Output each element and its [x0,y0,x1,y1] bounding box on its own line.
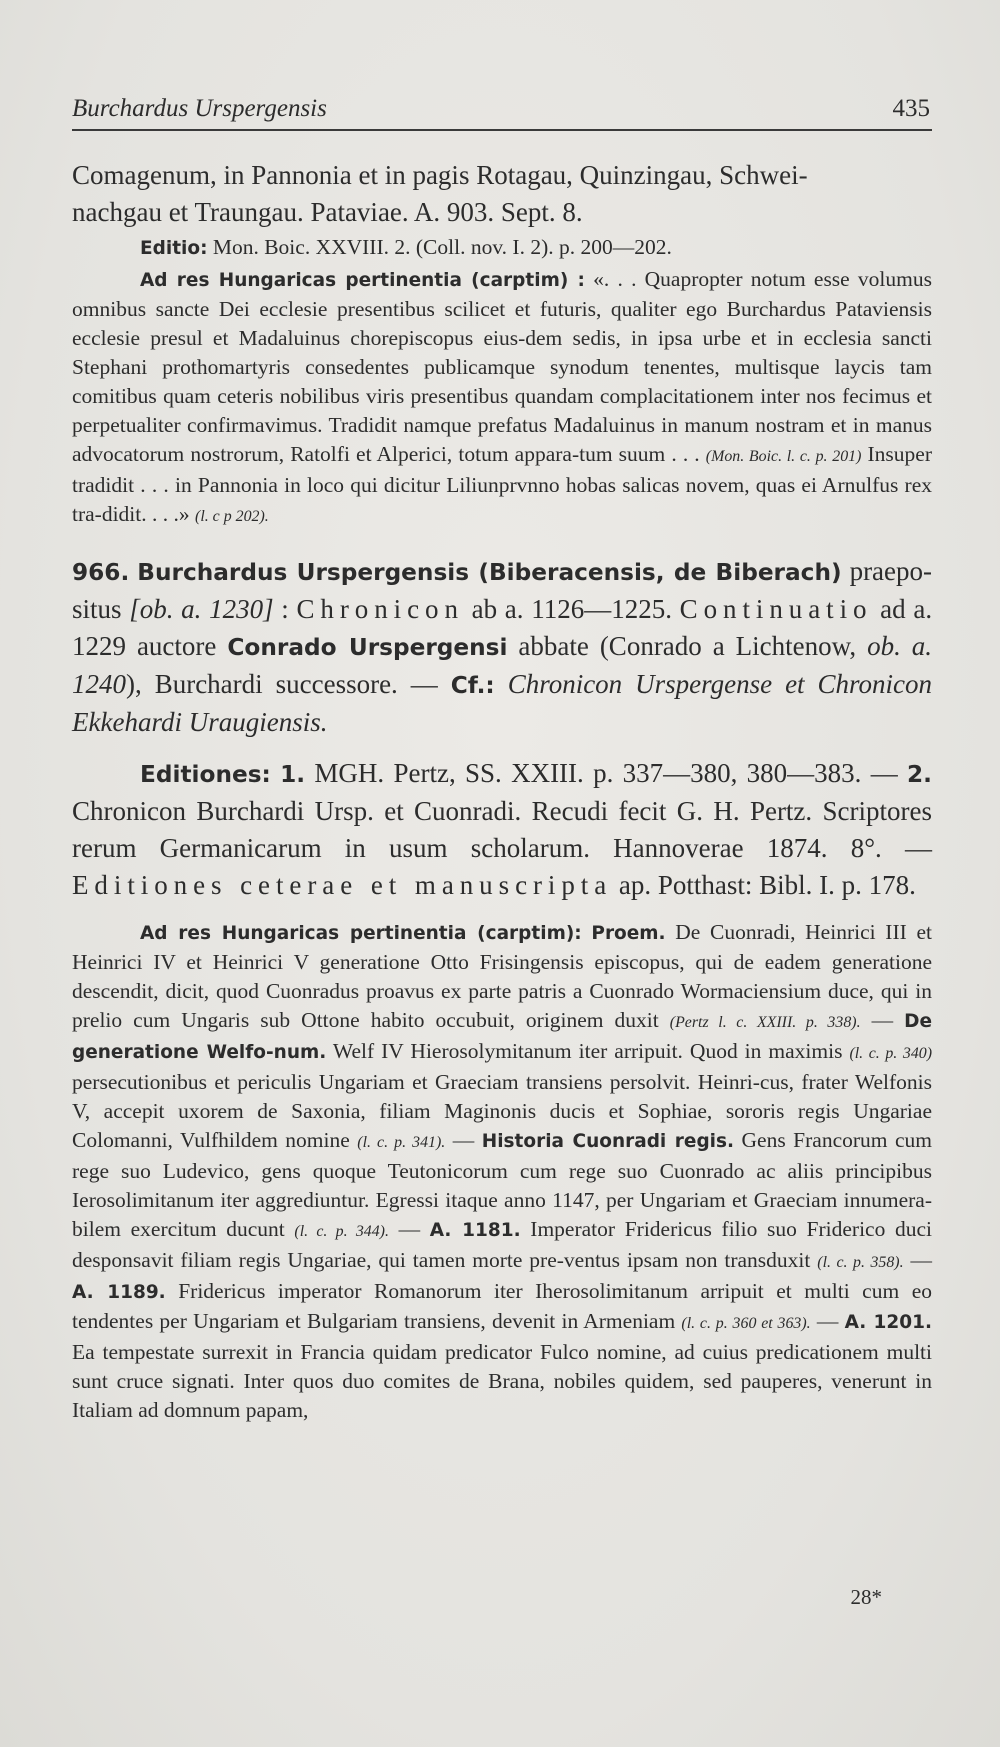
section-1-text-b: Insuper tradidit . . . in Pannonia in loco qui dicitur Liliunprvnno hobas salicas novem, quas ei Arnulfus rex tra-didit. . . .» [72,442,932,526]
section-2-dash-1: — [871,1008,894,1032]
entry-number: 966. [72,559,130,586]
editio-line [72,231,932,265]
entry-obit-2: ob. a. 1240 [72,631,933,699]
entry-text-3: ad a. 1229 auctore [72,594,933,661]
entry-text-4: abbate (Conrado a Lichtenow, [518,631,857,661]
section-1-text-a: «. . . Quapropter notum esse volumus omnibus sancte Dei ecclesie presentibus scilicet et futuris, qualiter ego Burchardus Pataviensis ecclesie presul et Madaluinus chorepiscopus eius-dem sedis, in ipsa urbe et in ecclesia sancti Stephani prothomartyris consedentes publicamque synodum tenentes, multisque laycis tam comitibus quam ceteris nobilibus viris presentibus quandam complacitationem inter nos fecimus et perpetualiter confirmavimus. Tradidit namque prefatus Madaluinus in manum nostram et in manus advocatorum nostrorum, Ratolfi et Alperici, totum appara-tum suum . . . [72,267,932,466]
entry-colon: : [281,594,289,624]
section-2-heading-1201: A. 1201. [844,1312,933,1333]
section-2-paragraph [72,918,932,1425]
section-1-paragraph [72,265,932,531]
entry-obit-1: [ob. a. 1230] [129,594,274,624]
section-2-cite-6: (l. c. p. 360 et 363). [681,1315,811,1332]
section-2-text-7: Ea tempestate surrexit in Francia quidam predicator Fulco nomine, ad cuius predicationem multi sunt cruce signati. Inter quos duo comites de Brana, nobiles quidem, sed pauperes, venerunt in Italiam ad domnum papam, [72,1340,932,1422]
opening-line-2: nachgau et Traungau. Pataviae. A. 903. Sept. 8. [72,197,583,227]
page-number: 435 [892,95,930,122]
editiones-spaced: Editiones ceterae et manuscripta [72,870,613,900]
section-2-proem: Proem. [591,923,666,944]
section-2-heading-1181: A. 1181. [429,1220,521,1241]
editio-label: Editio: [140,238,208,259]
section-1-cite-a: (Mon. Boic. l. c. p. 201) [705,448,862,465]
section-2-text-3: persecutionibus et periculis Ungariam et Graeciam transiens persolvit. Heinri-cus, frater Welfonis V, accepit uxorem de Saxonia, filiam Maginonis ducis et Sophiae, sororis regis Ungariae Colomanni, Vulfhildem nomine [72,1070,932,1152]
section-2-cite-5: (l. c. p. 358). [817,1254,904,1271]
editiones-n2: 2. [907,761,933,788]
section-2-heading-historia: Historia Cuonradi regis. [481,1131,735,1152]
entry-chronicon: Chronicon [296,594,464,624]
editiones-text-1: MGH. Pertz, SS. XXIII. p. 337—380, 380—383. — [314,758,898,788]
section-2-cite-2: (l. c. p. 340) [849,1045,933,1062]
opening-line-1: Comagenum, in Pannonia et in pagis Rotagau, Quinzingau, Schwei- [72,160,808,190]
section-1-cite-b: (l. c p 202). [195,508,269,525]
section-2-cite-1: (Pertz l. c. XXIII. p. 338). [669,1014,861,1031]
section-2-dash-3: — [398,1217,421,1241]
entry-name: Burchardus Urspergensis (Biberacensis, de Biberach) [137,559,842,586]
section-2-dash-2: — [452,1128,475,1152]
page-body [72,157,932,1425]
editiones-paragraph [72,755,932,904]
running-head [72,95,932,131]
section-2-text-4: Gens Francorum cum rege suo Ludevico, gens quoque Teutonicorum cum rege suo Cuonrado ac aliis principibus Ierosolimitanum iter aggrediuntur. Egressi itaque anno 1147, per Ungariam et Graeciam innumera-bilem exercitum ducunt [72,1128,932,1241]
opening-paragraph [72,157,932,231]
section-2-label: Ad res Hungaricas pertinentia (carptim): [140,923,582,944]
editio-text: Mon. Boic. XXVIII. 2. (Coll. nov. I. 2). p. 200—202. [212,235,672,259]
entry-continuatio: Continuatio [679,594,873,624]
section-2-dash-4: — [910,1248,932,1272]
section-2-cite-4: (l. c. p. 344). [294,1223,389,1240]
editiones-n1: 1. [280,761,306,788]
entry-text-5: ), Burchardi successore. — [126,669,438,699]
section-2-text-6: Fridericus imperator Romanorum iter Iherosolimitanum arripuit et multi cum eo tendentes per Ungariam et Bulgariam transiens, devenit in Armeniam [72,1279,932,1333]
signature-mark: 28* [850,1585,882,1609]
section-2-heading-welfonum: De generatione Welfo-num. [72,1011,933,1063]
entry-cf-label: Cf.: [450,672,495,699]
section-2-cite-3: (l. c. p. 341). [357,1134,446,1151]
entry-text-1: praepo-situs [72,556,933,624]
section-2-text-1: De Cuonradi, Heinrici III et Heinrici IV et Heinrici V generatione Otto Frisingensis episcopus, qui de eadem generatione descendit, dicit, quod Cuonradus proavus ex parte patris a Cuonrado Wormaciensium duce, qui in prelio cum Ungaris sub Ottone habito occubuit, originem duxit [72,920,932,1032]
editiones-label: Editiones: [140,761,271,788]
section-1-label: Ad res Hungaricas pertinentia (carptim) : [140,270,585,291]
entry-conrado: Conrado Urspergensi [227,634,508,661]
editiones-text-3: ap. Potthast: Bibl. I. p. 178. [618,870,916,900]
section-2-text-2: Welf IV Hierosolymitanum iter arripuit. Quod in maximis [332,1039,843,1063]
running-title: Burchardus Urspergensis [72,95,327,122]
section-2-text-5: Imperator Fridericus filio suo Friderico duci desponsavit filiam regis Ungariae, qui tamen morte pre-ventus ipsam non transduxit [72,1217,933,1272]
editiones-text-2: Chronicon Burchardi Ursp. et Cuonradi. Recudi fecit G. H. Pertz. Scriptores rerum Germanicarum in usum scholarum. Hannoverae 1874. 8°. — [72,796,932,863]
section-2-dash-5: — [816,1309,839,1333]
entry-cf-text: Chronicon Urspergense et Chronicon Ekkehardi Uraugiensis. [72,669,933,737]
entry-966 [72,553,932,741]
entry-text-2: ab a. 1126—1225. [471,594,672,624]
section-2-heading-1189: A. 1189. [72,1282,166,1303]
